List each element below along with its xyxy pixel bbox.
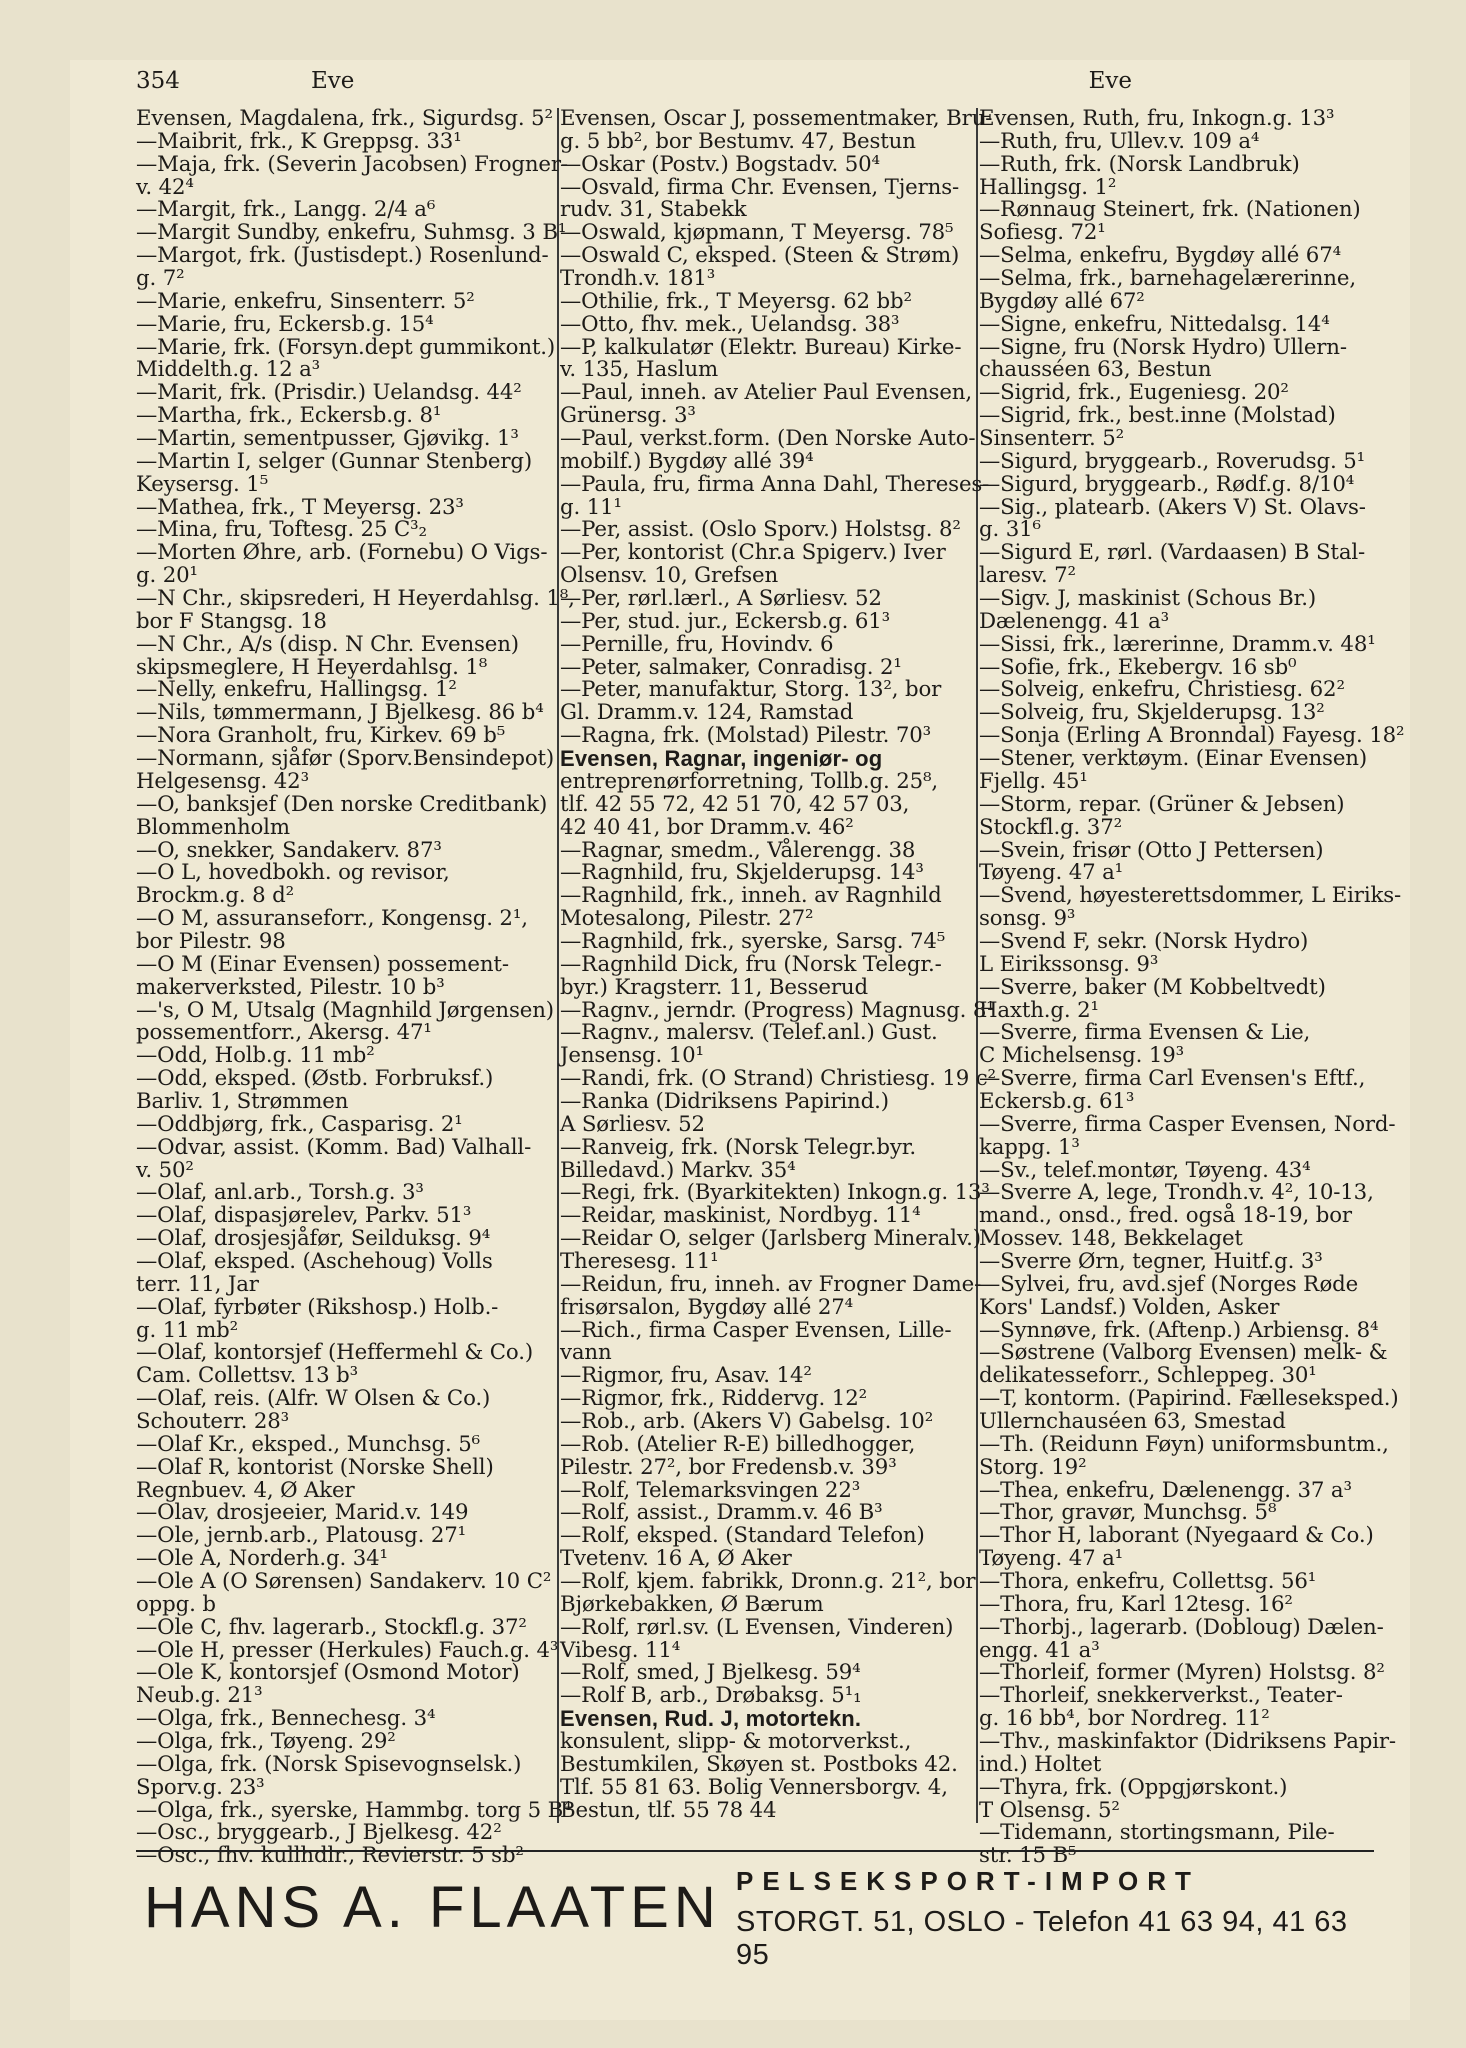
directory-entry-line: —O M, assuranseforr., Kongensg. 2¹, (136, 906, 528, 932)
directory-entry-line: Haxth.g. 2¹ (979, 997, 1099, 1023)
directory-entry-line: makerverksted, Pilestr. 10 b³ (136, 974, 445, 1000)
directory-entry-line: —Odd, Holb.g. 11 mb² (136, 1043, 375, 1069)
directory-entry-line: —Rolf B, arb., Drøbaksg. 5¹₁ (560, 1683, 862, 1709)
directory-entry-line: —O, banksjef (Den norske Creditbank) (136, 791, 548, 817)
directory-entry-line: —Olaf, anl.arb., Torsh.g. 3³ (136, 1180, 424, 1206)
directory-entry-line: —Ranveig, frk. (Norsk Telegr.byr. (560, 1134, 917, 1160)
directory-entry-line: Evensen, Ruth, fru, Inkogn.g. 13³ (979, 106, 1335, 131)
directory-entry-line: —Ole A, Norderh.g. 34¹ (136, 1546, 388, 1572)
directory-entry-line: —Thorleif, snekkerverkst., Teater- (979, 1683, 1343, 1709)
directory-entry-line: —Peter, salmaker, Conradisg. 2¹ (560, 654, 902, 680)
directory-entry-line: g. 16 bb⁴, bor Nordreg. 11² (979, 1706, 1270, 1732)
directory-entry-line: —Margot, frk. (Justisdept.) Rosenlund- (136, 243, 549, 269)
directory-entry-line: —Søstrene (Valborg Evensen) melk- & (979, 1340, 1388, 1366)
directory-entry-line: —Osc., fhv. kullhdlr., Revierstr. 5 sb² (136, 1843, 524, 1869)
directory-entry-line: chausséen 63, Bestun (979, 357, 1212, 383)
directory-entry-line: —Marie, frk. (Forsyn.dept gummikont.) (136, 334, 556, 360)
directory-entry-line: Keysersg. 1⁵ (136, 471, 269, 497)
directory-page (70, 60, 1410, 2020)
directory-entry-line: —Oswald C, eksped. (Steen & Strøm) (560, 243, 960, 269)
directory-entry-line: Ullernchauséen 63, Smestad (979, 1408, 1286, 1434)
directory-entry-line: —Th. (Reidunn Føyn) uniformsbuntm., (979, 1431, 1389, 1457)
directory-entry-line: —Martha, frk., Eckersb.g. 8¹ (136, 403, 442, 429)
directory-heading-entry: Evensen, Rud. J, motortekn. (560, 1706, 862, 1732)
directory-entry-line: —Olaf, kontorsjef (Heffermehl & Co.) (136, 1340, 533, 1366)
directory-entry-line: Evensen, Oscar J, possementmaker, Bru- (560, 106, 993, 131)
directory-entry-line: —Selma, enkefru, Bygdøy allé 67⁴ (979, 243, 1341, 269)
directory-entry-line: —Solveig, fru, Skjelderupsg. 13² (979, 700, 1325, 726)
directory-entry-line: —Reidar, maskinist, Nordbyg. 11⁴ (560, 1203, 921, 1229)
directory-entry-line: —Ruth, fru, Ullev.v. 109 a⁴ (979, 128, 1260, 154)
directory-entry-line: Pilestr. 27², bor Fredensb.v. 39³ (560, 1454, 897, 1480)
directory-entry-line: g. 7² (136, 266, 185, 292)
directory-entry-line: —Marit, frk. (Prisdir.) Uelandsg. 44² (136, 380, 522, 406)
directory-entry-line: —Thv., maskinfaktor (Didriksens Papir- (979, 1729, 1396, 1755)
directory-entry-line: C Michelsensg. 19³ (979, 1043, 1185, 1069)
directory-entry-line: —Martin, sementpusser, Gjøvikg. 1³ (136, 426, 519, 452)
directory-entry-line: g. 20¹ (136, 563, 198, 589)
directory-entry-line: Cam. Collettsv. 13 b³ (136, 1363, 359, 1389)
directory-entry-line: —Olga, frk., Tøyeng. 29² (136, 1729, 396, 1755)
directory-entry-line: —Sigurd, bryggearb., Rødf.g. 8/10⁴ (979, 471, 1355, 497)
directory-entry-line: —Sverre, firma Casper Evensen, Nord- (979, 1111, 1396, 1137)
directory-entry-line: —O, snekker, Sandakerv. 87³ (136, 837, 442, 863)
directory-entry-line: —Sigurd, bryggearb., Roverudsg. 5¹ (979, 448, 1366, 474)
directory-entry-line: Brockm.g. 8 d² (136, 883, 295, 909)
directory-entry-line: —Thyra, frk. (Oppgjørskont.) (979, 1774, 1288, 1800)
directory-entry-line: bor Pilestr. 98 (136, 928, 286, 954)
directory-entry-line: —Olav, drosjeeier, Marid.v. 149 (136, 1500, 469, 1526)
directory-entry-line: —Rolf, rørl.sv. (L Evensen, Vinderen) (560, 1614, 954, 1640)
directory-entry-line: —Sylvei, fru, avd.sjef (Norges Røde (979, 1271, 1359, 1297)
directory-entry-line: g. 31⁶ (979, 517, 1041, 543)
directory-entry-line: —Sonja (Erling A Bronndal) Fayesg. 18² (979, 723, 1405, 749)
directory-entry-line: —Margit, frk., Langg. 2/4 a⁶ (136, 197, 436, 223)
directory-entry-line: Grünersg. 3³ (560, 403, 696, 429)
directory-entry-line: Evensen, Magdalena, frk., Sigurdsg. 5² (136, 106, 553, 131)
column-3 (979, 106, 1405, 1869)
directory-entry-line: —Mina, fru, Toftesg. 25 C³₂ (136, 517, 427, 543)
directory-entry-line: —Rønnaug Steinert, frk. (Nationen) (979, 197, 1361, 223)
directory-entry-line: —Thora, enkefru, Collettsg. 56¹ (979, 1569, 1317, 1594)
directory-entry-line: —Sigv. J, maskinist (Schous Br.) (979, 586, 1317, 612)
directory-entry-line: Barliv. 1, Strømmen (136, 1088, 349, 1114)
directory-entry-line: —Per, assist. (Oslo Sporv.) Holstsg. 8² (560, 517, 961, 543)
column-2 (560, 106, 996, 1848)
directory-entry-line: —Sofie, frk., Ekebergv. 16 sb⁰ (979, 654, 1297, 680)
directory-entry-line: —Ragnhild, frk., inneh. av Ragnhild (560, 883, 942, 909)
directory-entry-line: Stockfl.g. 37² (979, 814, 1122, 840)
directory-entry-line: —Ole A (O Sørensen) Sandakerv. 10 C² (136, 1569, 552, 1594)
directory-entry-line: —Olga, frk., syerske, Hammbg. torg 5 B⁴ (136, 1797, 572, 1823)
directory-entry-line: —Tidemann, stortingsmann, Pile- (979, 1820, 1335, 1846)
directory-entry-line: —Nils, tømmermann, J Bjelkesg. 86 b⁴ (136, 700, 544, 726)
directory-entry-line: oppg. b (136, 1591, 216, 1617)
directory-entry-line: A Sørliesv. 52 (560, 1111, 705, 1137)
directory-entry-line: —Ole C, fhv. lagerarb., Stockfl.g. 37² (136, 1614, 527, 1640)
directory-entry-line: —Osvald, firma Chr. Evensen, Tjerns- (560, 174, 960, 200)
directory-entry-line: —Ole K, kontorsjef (Osmond Motor) (136, 1660, 520, 1686)
directory-entry-line: Bygdøy allé 67² (979, 288, 1145, 314)
directory-entry-line: Mossev. 148, Bekkelaget (979, 1226, 1243, 1252)
ad-tagline: PELSEKSPORT-IMPORT (736, 1866, 1200, 1896)
directory-entry-line: Sporv.g. 23³ (136, 1774, 265, 1800)
ad-address: STORGT. 51, OSLO - Telefon 41 63 94, 41 63 95 (736, 1906, 1348, 1971)
directory-entry-line: Schouterr. 28³ (136, 1408, 290, 1434)
directory-entry-line: laresv. 7² (979, 563, 1076, 589)
directory-entry-line: —Oswald, kjøpmann, T Meyersg. 78⁵ (560, 220, 954, 246)
directory-entry-line: mobilf.) Bygdøy allé 39⁴ (560, 448, 814, 474)
directory-entry-line: frisørsalon, Bygdøy allé 27⁴ (560, 1294, 854, 1320)
directory-columns (136, 106, 1405, 1869)
directory-entry-line: —Reidar O, selger (Jarlsberg Mineralv.) (560, 1226, 981, 1252)
directory-entry-line: —Thea, enkefru, Dælenengg. 37 a³ (979, 1477, 1352, 1503)
directory-entry-line: —Regi, frk. (Byarkitekten) Inkogn.g. 13³ (560, 1180, 990, 1206)
directory-entry-line: —Rob. (Atelier R-E) billedhogger, (560, 1431, 916, 1457)
directory-entry-line: —Ranka (Didriksens Papirind.) (560, 1088, 889, 1114)
directory-entry-line: 42 40 41, bor Dramm.v. 46² (560, 814, 854, 840)
directory-entry-line: —Sverre A, lege, Trondh.v. 4², 10-13, (979, 1180, 1374, 1206)
directory-entry-line: Middelth.g. 12 a³ (136, 357, 321, 383)
directory-entry-line: —Per, stud. jur., Eckersb.g. 61³ (560, 608, 891, 634)
column-1 (136, 106, 575, 1869)
directory-entry-line: —Marie, enkefru, Sinsenterr. 5² (136, 288, 475, 314)
directory-entry-line: engg. 41 a³ (979, 1637, 1100, 1663)
directory-entry-line: mand., onsd., fred. også 18-19, bor (979, 1203, 1352, 1229)
directory-entry-line: —Peter, manufaktur, Storg. 13², bor (560, 677, 942, 703)
directory-entry-line: —Normann, sjåfør (Sporv.Bensindepot) (136, 746, 555, 772)
directory-entry-line: konsulent, slipp- & motorverkst., (560, 1729, 912, 1755)
directory-entry-line: —O M (Einar Evensen) possement- (136, 951, 509, 977)
directory-entry-line: —Sverre, firma Evensen & Lie, (979, 1020, 1311, 1046)
directory-entry-line: —Mathea, frk., T Meyersg. 23³ (136, 494, 464, 520)
directory-entry-line: —Olga, frk. (Norsk Spisevognselsk.) (136, 1751, 522, 1777)
directory-entry-line: —Rich., firma Casper Evensen, Lille- (560, 1317, 952, 1343)
directory-entry-line: v. 135, Haslum (560, 357, 719, 383)
directory-entry-line: —P, kalkulatør (Elektr. Bureau) Kirke- (560, 334, 962, 360)
directory-entry-line: g. 11 mb² (136, 1317, 239, 1343)
directory-entry-line: —Ole H, presser (Herkules) Fauch.g. 4³ (136, 1637, 559, 1663)
directory-entry-line: —Per, kontorist (Chr.a Spigerv.) Iver (560, 540, 946, 566)
directory-entry-line: delikatesseforr., Schleppeg. 30¹ (979, 1363, 1317, 1389)
directory-entry-line: —Selma, frk., barnehagelærerinne, (979, 266, 1356, 292)
directory-entry-line: —T, kontorm. (Papirind. Fælleseksped.) (979, 1386, 1399, 1412)
directory-entry-line: Tøyeng. 47 a¹ (979, 860, 1124, 886)
directory-entry-line: —Maibrit, frk., K Greppsg. 33¹ (136, 128, 462, 154)
directory-entry-line: vann (560, 1340, 612, 1366)
directory-entry-line: Eckersb.g. 61³ (979, 1088, 1135, 1114)
directory-entry-line: —Sv., telef.montør, Tøyeng. 43⁴ (979, 1157, 1311, 1183)
directory-entry-line: —Per, rørl.lærl., A Sørliesv. 52 (560, 586, 882, 612)
directory-entry-line: —Pernille, fru, Hovindv. 6 (560, 631, 834, 657)
directory-entry-line: —Ragnhild, frk., syerske, Sarsg. 74⁵ (560, 928, 946, 954)
directory-entry-line: Gl. Dramm.v. 124, Ramstad (560, 700, 854, 726)
directory-entry-line: —Storm, repar. (Grüner & Jebsen) (979, 791, 1345, 817)
directory-entry-line: —Stener, verktøym. (Einar Evensen) (979, 746, 1367, 772)
directory-entry-line: —Rolf, Telemarksvingen 22³ (560, 1477, 861, 1503)
directory-entry-line: —Sverre, baker (M Kobbeltvedt) (979, 974, 1326, 1000)
directory-entry-line: sonsg. 9³ (979, 906, 1076, 932)
directory-entry-line: byr.) Kragsterr. 11, Besserud (560, 974, 868, 1000)
directory-entry-line: Neub.g. 21³ (136, 1683, 263, 1709)
page-number: 354 (136, 68, 180, 94)
directory-entry-line: —Ragnv., jerndr. (Progress) Magnusg. 8¹ (560, 997, 995, 1023)
directory-entry-line: —Svein, frisør (Otto J Pettersen) (979, 837, 1324, 863)
directory-entry-line: Motesalong, Pilestr. 27² (560, 906, 814, 932)
directory-entry-line: Tøyeng. 47 a¹ (979, 1546, 1124, 1572)
ad-company-name: HANS A. FLAATEN (144, 1875, 721, 1940)
directory-entry-line: str. 15 B⁵ (979, 1843, 1077, 1869)
directory-entry-line: Blommenholm (136, 814, 290, 840)
directory-entry-line: Fjellg. 45¹ (979, 768, 1088, 794)
directory-entry-line: Billedavd.) Markv. 35⁴ (560, 1157, 796, 1183)
directory-entry-line: —Rolf, assist., Dramm.v. 46 B³ (560, 1500, 883, 1526)
directory-entry-line: —N Chr., A/s (disp. N Chr. Evensen) (136, 631, 519, 657)
directory-entry-line: —Sigurd E, rørl. (Vardaasen) B Stal- (979, 540, 1366, 566)
directory-entry-line: —Signe, fru (Norsk Hydro) Ullern- (979, 334, 1347, 360)
directory-entry-line: —Thorleif, former (Myren) Holstsg. 8² (979, 1660, 1385, 1686)
right-guide-word: Eve (1088, 68, 1132, 94)
directory-entry-line: —Margit Sundby, enkefru, Suhmsg. 3 B¹ (136, 220, 567, 246)
directory-entry-line: Theresesg. 11¹ (560, 1248, 719, 1274)
advertisement (136, 1850, 1374, 1971)
directory-entry-line: entreprenørforretning, Tollb.g. 25⁸, (560, 768, 939, 794)
directory-entry-line: —Olaf R, kontorist (Norske Shell) (136, 1454, 494, 1480)
directory-entry-line: —Ragnar, smedm., Vålerengg. 38 (560, 837, 916, 863)
directory-entry-line: Tlf. 55 81 63. Bolig Vennersborgv. 4, (560, 1774, 948, 1800)
directory-entry-line: —Rolf, eksped. (Standard Telefon) (560, 1523, 925, 1549)
directory-entry-line: —Paula, fru, firma Anna Dahl, Thereses- (560, 471, 990, 497)
directory-entry-line: —Sverre, firma Carl Evensen's Eftf., (979, 1066, 1366, 1092)
directory-entry-line: —Ragnhild Dick, fru (Norsk Telegr.- (560, 951, 942, 977)
directory-entry-line: L Eirikssonsg. 9³ (979, 951, 1159, 977)
directory-entry-line: —Reidun, fru, inneh. av Frogner Dame- (560, 1271, 982, 1297)
directory-entry-line: —Sissi, frk., lærerinne, Dramm.v. 48¹ (979, 631, 1376, 657)
directory-entry-line: Helgesensg. 42³ (136, 768, 309, 794)
left-guide-word: Eve (311, 68, 355, 94)
directory-entry-line: —Nelly, enkefru, Hallingsg. 1² (136, 677, 457, 703)
directory-entry-line: —Randi, frk. (O Strand) Christiesg. 19 c² (560, 1066, 996, 1092)
directory-entry-line: —Olaf, reis. (Alfr. W Olsen & Co.) (136, 1386, 491, 1412)
directory-entry-line: possementforr., Akersg. 47¹ (136, 1020, 432, 1046)
directory-entry-line: Sofiesg. 72¹ (979, 220, 1106, 246)
directory-entry-line: Bestun, tlf. 55 78 44 (560, 1797, 777, 1823)
directory-entry-line: —'s, O M, Utsalg (Magnhild Jørgensen) (136, 997, 554, 1023)
directory-entry-line: tlf. 42 55 72, 42 51 70, 42 57 03, (560, 791, 910, 817)
directory-entry-line: —Synnøve, frk. (Aftenp.) Arbiensg. 8⁴ (979, 1317, 1379, 1343)
directory-entry-line: —Thor H, laborant (Nyegaard & Co.) (979, 1523, 1374, 1549)
directory-entry-line: —Olga, frk., Bennechesg. 3⁴ (136, 1706, 436, 1732)
directory-entry-line: —Thor, gravør, Munchsg. 5⁸ (979, 1500, 1277, 1526)
directory-entry-line: —Thora, fru, Karl 12tesg. 16² (979, 1591, 1293, 1617)
directory-entry-line: —Thorbj., lagerarb. (Dobloug) Dælen- (979, 1614, 1384, 1640)
directory-entry-line: Bjørkebakken, Ø Bærum (560, 1591, 824, 1617)
directory-entry-line: —Otto, fhv. mek., Uelandsg. 38³ (560, 311, 900, 337)
directory-entry-line: —Paul, inneh. av Atelier Paul Evensen, (560, 380, 972, 406)
directory-entry-line: —Olaf, eksped. (Aschehoug) Volls (136, 1248, 493, 1274)
directory-entry-line: —Olaf, dispasjørelev, Parkv. 51³ (136, 1203, 472, 1229)
directory-entry-line: Kors' Landsf.) Volden, Asker (979, 1294, 1280, 1320)
directory-entry-line: —Solveig, enkefru, Christiesg. 62² (979, 677, 1345, 703)
page-header (136, 68, 1374, 108)
directory-entry-line: —Sig., platearb. (Akers V) St. Olavs- (979, 494, 1366, 520)
directory-entry-line: —Signe, enkefru, Nittedalsg. 14⁴ (979, 311, 1330, 337)
directory-entry-line: kappg. 1³ (979, 1134, 1080, 1160)
directory-entry-line: —Paul, verkst.form. (Den Norske Auto- (560, 426, 976, 452)
directory-entry-line: Jensensg. 10¹ (560, 1043, 704, 1069)
directory-entry-line: —Ole, jernb.arb., Platousg. 27¹ (136, 1523, 467, 1549)
directory-entry-line: Storg. 19² (979, 1454, 1087, 1480)
directory-entry-line: —Olaf, drosjesjåfør, Seilduksg. 9⁴ (136, 1226, 491, 1252)
directory-entry-line: terr. 11, Jar (136, 1271, 259, 1297)
directory-entry-line: —Sverre Ørn, tegner, Huitf.g. 3³ (979, 1248, 1323, 1274)
directory-entry-line: —Olaf, fyrbøter (Rikshosp.) Holb.- (136, 1294, 499, 1320)
directory-entry-line: —Ragnv., malersv. (Telef.anl.) Gust. (560, 1020, 938, 1046)
directory-entry-line: Bestumkilen, Skøyen st. Postboks 42. (560, 1751, 958, 1777)
directory-entry-line: —Rolf, smed, J Bjelkesg. 59⁴ (560, 1660, 861, 1686)
directory-entry-line: —Othilie, frk., T Meyersg. 62 bb² (560, 288, 912, 314)
directory-entry-line: Hallingsg. 1² (979, 174, 1117, 200)
directory-entry-line: ind.) Holtet (979, 1751, 1102, 1777)
directory-entry-line: —Rolf, kjem. fabrikk, Dronn.g. 21², bor (560, 1569, 976, 1594)
directory-entry-line: g. 5 bb², bor Bestumv. 47, Bestun (560, 128, 916, 154)
directory-entry-line: v. 42⁴ (136, 174, 194, 200)
directory-entry-line: —O L, hovedbokh. og revisor, (136, 860, 450, 886)
directory-entry-line: bor F Stangsg. 18 (136, 608, 327, 634)
directory-entry-line: Regnbuev. 4, Ø Aker (136, 1477, 355, 1503)
directory-entry-line: —Olaf Kr., eksped., Munchsg. 5⁶ (136, 1431, 481, 1457)
directory-entry-line: —Sigrid, frk., best.inne (Molstad) (979, 403, 1336, 429)
directory-entry-line: Tvetenv. 16 A, Ø Aker (560, 1546, 792, 1572)
directory-entry-line: —Odvar, assist. (Komm. Bad) Valhall- (136, 1134, 532, 1160)
directory-entry-line: T Olsensg. 5² (979, 1797, 1120, 1823)
directory-entry-line: —Osc., bryggearb., J Bjelkesg. 42² (136, 1820, 502, 1846)
directory-entry-line: Dælenengg. 41 a³ (979, 608, 1170, 634)
directory-entry-line: —Oskar (Postv.) Bogstadv. 50⁴ (560, 151, 880, 177)
directory-entry-line: —Ragnhild, fru, Skjelderupsg. 14³ (560, 860, 924, 886)
directory-entry-line: —Rigmor, fru, Asav. 14² (560, 1363, 812, 1389)
directory-entry-line: skipsmeglere, H Heyerdahlsg. 1⁸ (136, 654, 488, 680)
directory-entry-line: Trondh.v. 181³ (560, 266, 716, 292)
directory-entry-line: —Morten Øhre, arb. (Fornebu) O Vigs- (136, 540, 548, 566)
directory-entry-line: Vibesg. 11⁴ (560, 1637, 681, 1663)
directory-heading-entry: Evensen, Ragnar, ingeniør- og (560, 746, 883, 772)
directory-entry-line: —N Chr., skipsrederi, H Heyerdahlsg. 1⁸, (136, 586, 575, 612)
directory-entry-line: —Maja, frk. (Severin Jacobsen) Frogner- (136, 151, 568, 177)
directory-entry-line: —Odd, eksped. (Østb. Forbruksf.) (136, 1066, 494, 1092)
directory-entry-line: —Marie, fru, Eckersb.g. 15⁴ (136, 311, 434, 337)
directory-entry-line: Olsensv. 10, Grefsen (560, 563, 779, 589)
directory-entry-line: —Oddbjørg, frk., Casparisg. 2¹ (136, 1111, 463, 1137)
directory-entry-line: —Martin I, selger (Gunnar Stenberg) (136, 448, 533, 474)
directory-entry-line: —Svend F, sekr. (Norsk Hydro) (979, 928, 1309, 954)
directory-entry-line: —Rob., arb. (Akers V) Gabelsg. 10² (560, 1408, 934, 1434)
directory-entry-line: —Nora Granholt, fru, Kirkev. 69 b⁵ (136, 723, 506, 749)
directory-entry-line: rudv. 31, Stabekk (560, 197, 747, 223)
directory-entry-line: —Rigmor, frk., Riddervg. 12² (560, 1386, 867, 1412)
directory-entry-line: g. 11¹ (560, 494, 622, 520)
directory-entry-line: Sinsenterr. 5² (979, 426, 1125, 452)
directory-entry-line: —Sigrid, frk., Eugeniesg. 20² (979, 380, 1289, 406)
directory-entry-line: v. 50² (136, 1157, 194, 1183)
directory-entry-line: —Ragna, frk. (Molstad) Pilestr. 70³ (560, 723, 932, 749)
directory-entry-line: —Ruth, frk. (Norsk Landbruk) (979, 151, 1300, 177)
directory-entry-line: —Svend, høyesterettsdommer, L Eiriks- (979, 883, 1402, 909)
